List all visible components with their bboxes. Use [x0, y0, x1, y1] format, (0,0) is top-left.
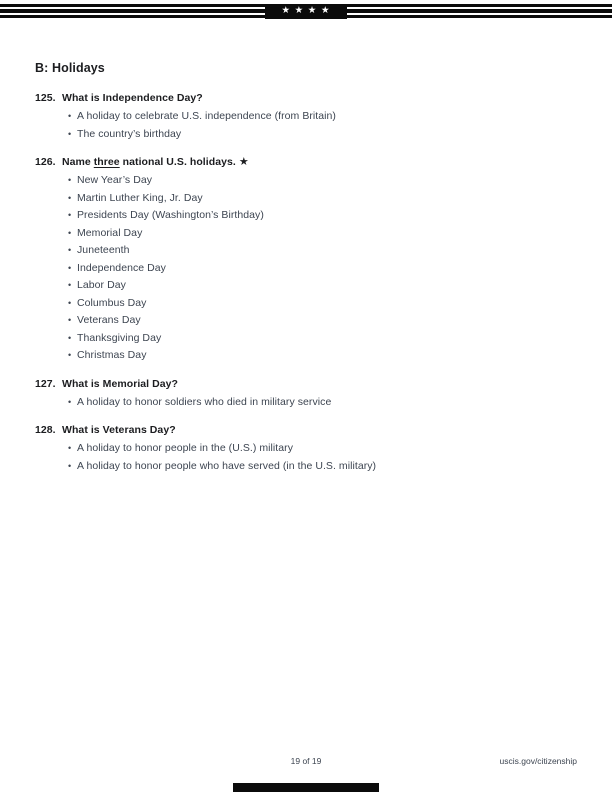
answer-item: • The country’s birthday [68, 126, 577, 144]
answer-item: • A holiday to honor people in the (U.S.) military [68, 440, 577, 458]
answer-item: • A holiday to honor people who have served (in the U.S. military) [68, 458, 577, 476]
question-line [35, 92, 577, 105]
answer-item: • A holiday to honor soldiers who died in military service [68, 394, 577, 412]
answer-item: • New Year’s Day [68, 172, 577, 190]
question-text: What is Memorial Day? [62, 377, 178, 390]
question-number: 128. [35, 424, 56, 436]
page-footer [0, 756, 612, 768]
question-text: What is Veterans Day? [62, 424, 176, 436]
answer-item: • Independence Day [68, 260, 577, 278]
question-line [35, 424, 577, 437]
document-body [0, 19, 612, 475]
answer-list [35, 440, 577, 475]
stars-icon: ★ ★ ★ ★ [281, 5, 331, 17]
important-star-icon: ★ [238, 156, 249, 168]
answer-item: • Veterans Day [68, 312, 577, 330]
question-number: 125. [35, 92, 56, 104]
answer-item: • Juneteenth [68, 242, 577, 260]
question-block-125 [35, 92, 577, 143]
question-line [35, 156, 577, 169]
question-text: Name three national U.S. holidays. ★ [62, 156, 249, 168]
question-number: 126. [35, 156, 56, 168]
answer-item: • Presidents Day (Washington’s Birthday) [68, 207, 577, 225]
flag-banner [0, 4, 612, 19]
answer-item: • Memorial Day [68, 225, 577, 243]
answer-list [35, 172, 577, 365]
banner-stripes-left [0, 4, 265, 19]
question-block-128 [35, 424, 577, 475]
section-heading: B: Holidays [35, 61, 105, 75]
answer-list [35, 108, 577, 143]
banner-star-box [265, 4, 347, 19]
answer-item: • Martin Luther King, Jr. Day [68, 190, 577, 208]
answer-item: • Columbus Day [68, 295, 577, 313]
question-number: 127. [35, 377, 56, 390]
banner-stripes-right [347, 4, 612, 19]
answer-item: • A holiday to celebrate U.S. independence (from Britain) [68, 108, 577, 126]
uscis-website-link[interactable]: uscis.gov/citizenship [499, 756, 577, 766]
question-block-126 [35, 156, 577, 365]
underlined-word: three [93, 156, 120, 168]
question-block-127 [35, 378, 577, 412]
answer-list [35, 394, 577, 412]
answer-item: • Christmas Day [68, 347, 577, 365]
bottom-page-bar [233, 783, 379, 792]
question-text: What is Independence Day? [62, 92, 203, 104]
question-line [35, 378, 577, 391]
answer-item: • Labor Day [68, 277, 577, 295]
page-number-indicator: 19 of 19 [290, 756, 322, 766]
answer-item: • Thanksgiving Day [68, 330, 577, 348]
